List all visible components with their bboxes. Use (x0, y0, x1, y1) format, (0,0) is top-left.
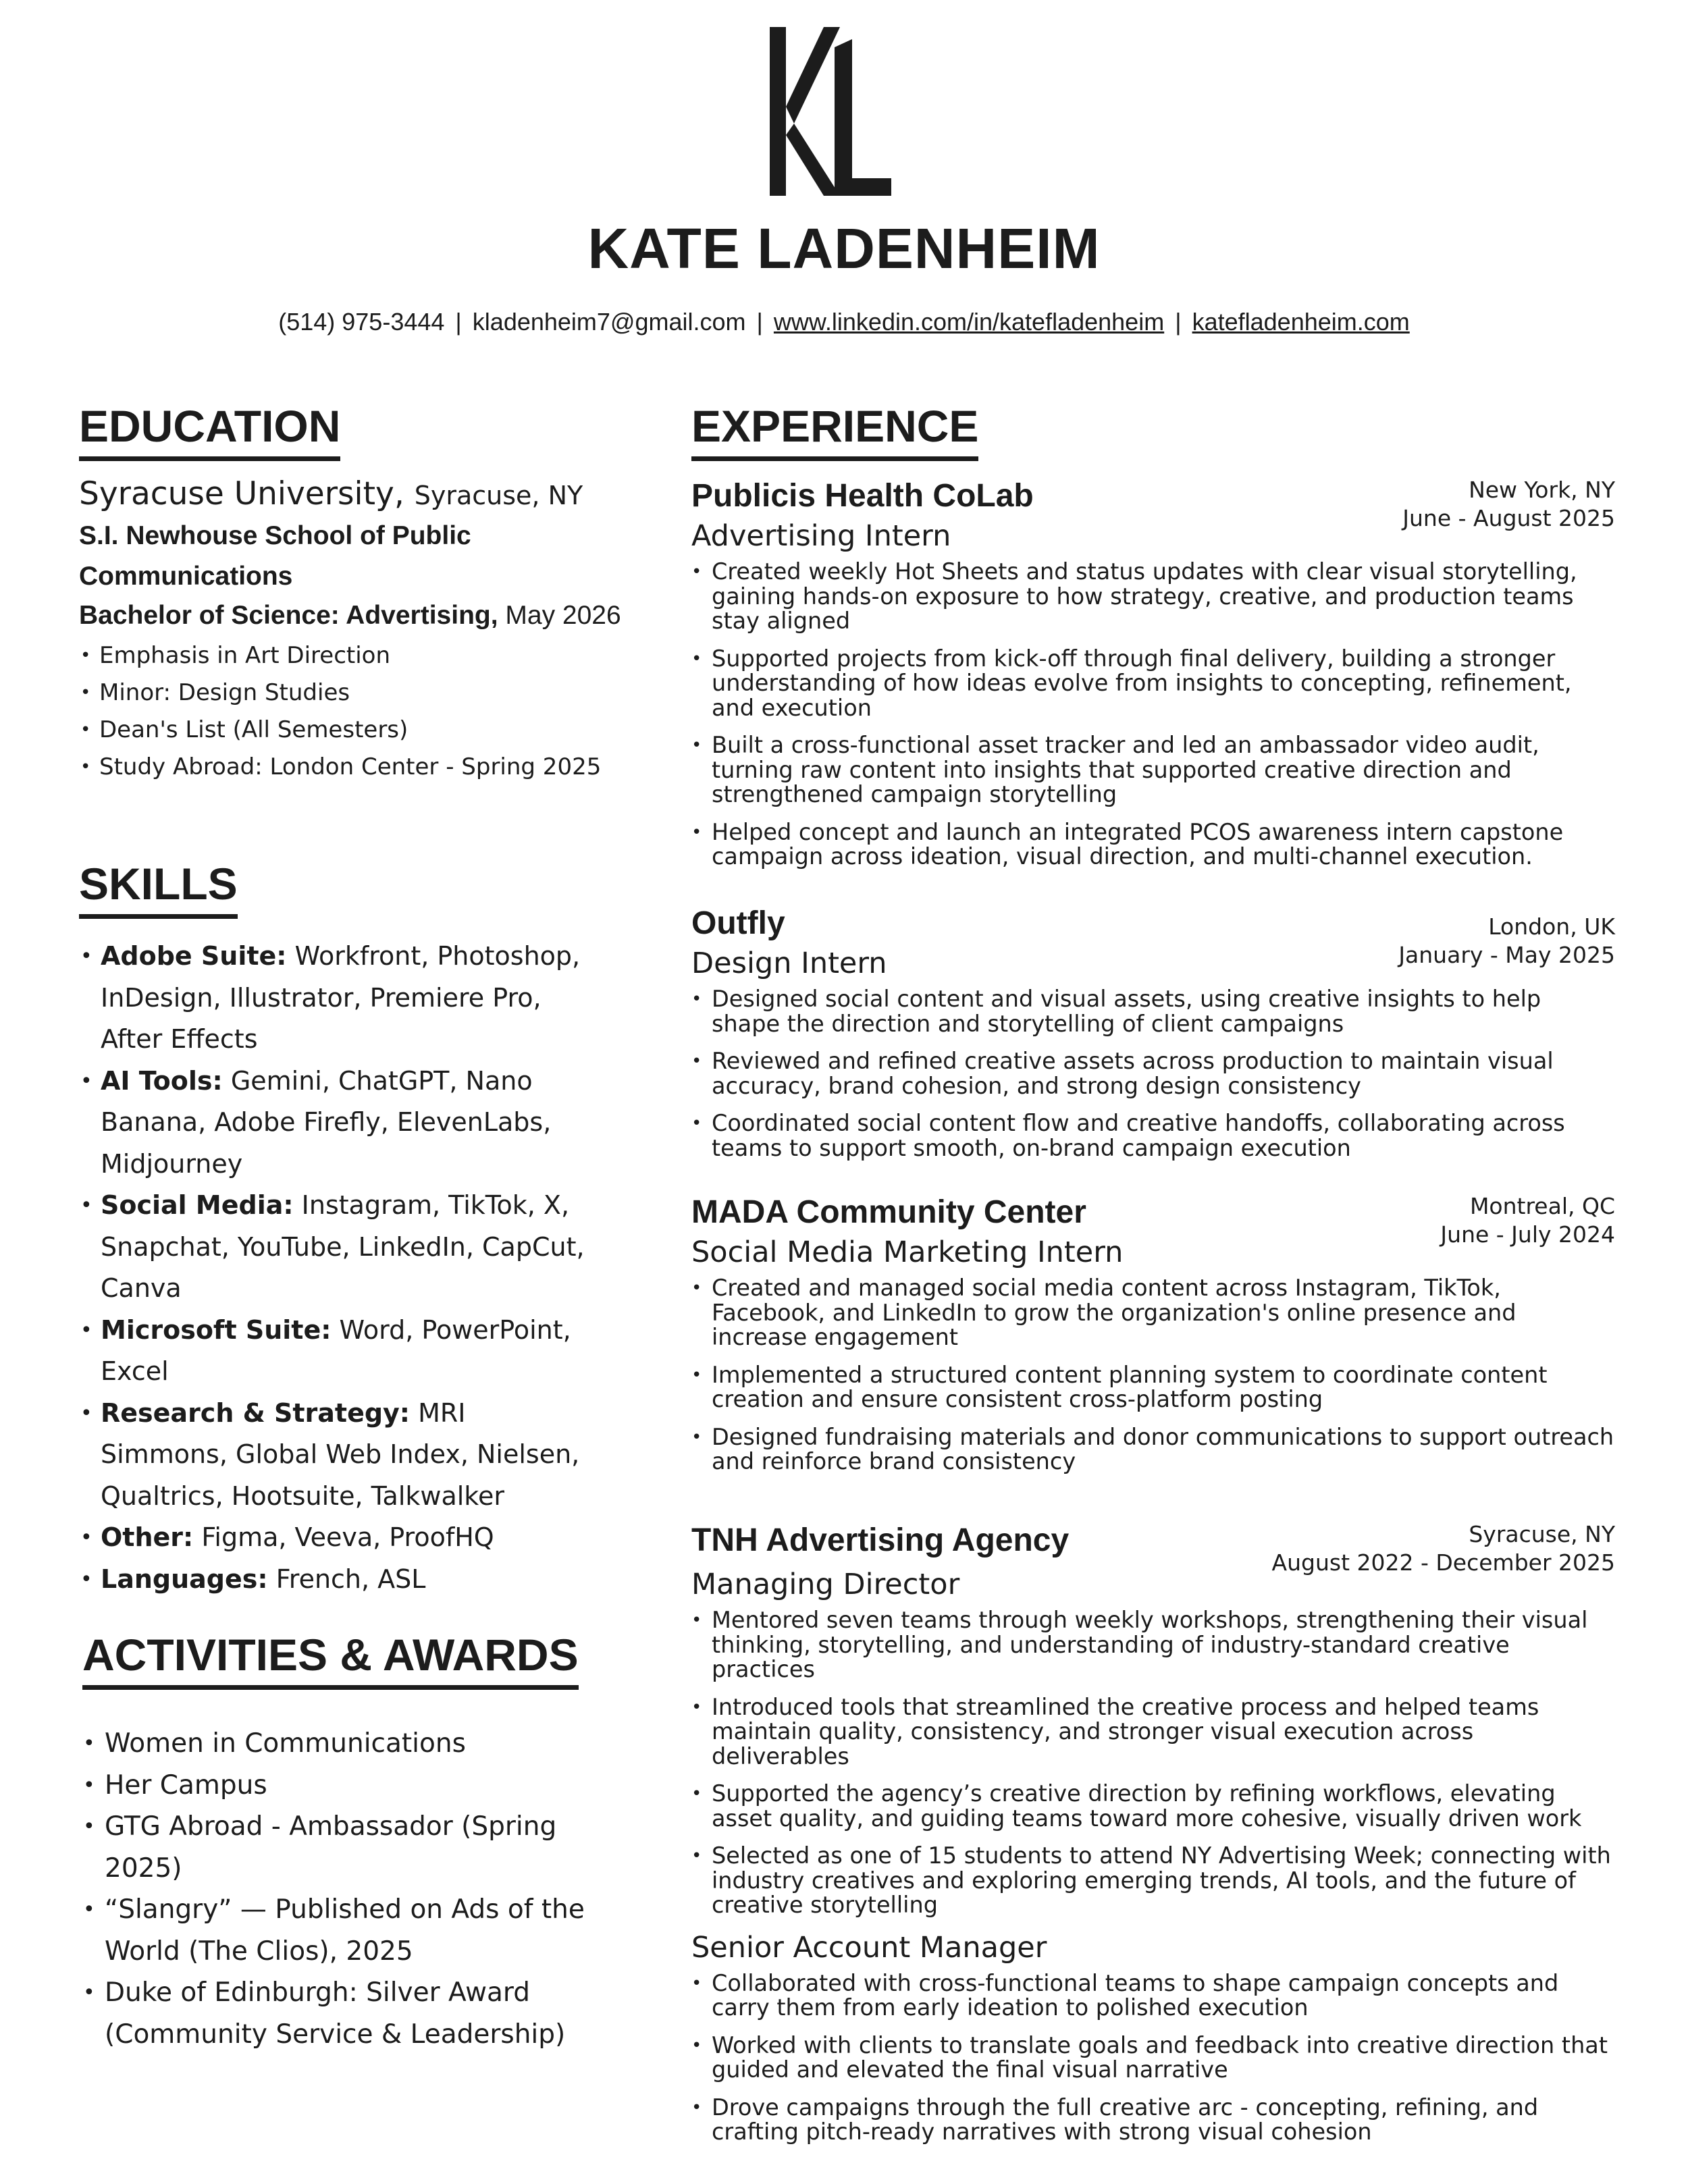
list-item: • Implemented a structured content planning system to coordinate content creation and ensure consistent cross-platform posting (691, 1363, 1615, 1412)
skills-section (79, 936, 592, 1600)
list-item: • Minor: Design Studies (79, 674, 660, 712)
job-bullets (691, 1276, 1615, 1474)
job-meta (1402, 476, 1615, 533)
list-item: • Created and managed social media content across Instagram, TikTok, Facebook, and LinkedIn to grow the organization's online presence and increase engagement (691, 1276, 1615, 1350)
education-heading: EDUCATION (79, 400, 340, 461)
skill-item: • Adobe Suite: Workfront, Photoshop, InDesign, Illustrator, Premiere Pro, After Effects (79, 936, 592, 1061)
list-item: • Duke of Edinburgh: Silver Award (Community Service & Leadership) (79, 1972, 606, 2055)
job-title-secondary: Senior Account Manager (691, 1930, 1047, 1965)
list-item: • Created weekly Hot Sheets and status updates with clear visual storytelling, gaining hands-on exposure to how strategy, creative, and production teams stay aligned (691, 560, 1615, 634)
skill-item: • Social Media: Instagram, TikTok, X, Snapchat, YouTube, LinkedIn, CapCut, Canva (79, 1185, 592, 1310)
job-meta (1398, 913, 1615, 969)
skills-heading: SKILLS (79, 857, 238, 919)
job-title: Advertising Intern (691, 519, 951, 553)
list-item: • Selected as one of 15 students to attend NY Advertising Week; connecting with industry creatives and exploring emerging trends, AI tools, and the future of creative storytelling (691, 1844, 1615, 1918)
job-meta (1440, 1192, 1615, 1249)
skill-item: • Research & Strategy: MRI Simmons, Global Web Index, Nielsen, Qualtrics, Hootsuite, Talkwalker (79, 1393, 592, 1518)
list-item: • Designed social content and visual assets, using creative insights to help shape the direction and storytelling of client campaigns (691, 987, 1615, 1036)
skills-list (79, 936, 592, 1600)
job-dates: June - August 2025 (1402, 505, 1615, 531)
website-link[interactable]: katefladenheim.com (1192, 308, 1410, 336)
list-item: • Designed fundraising materials and donor communications to support outreach and reinforce brand consistency (691, 1425, 1615, 1474)
list-item: • Reviewed and refined creative assets across production to maintain visual accuracy, brand cohesion, and strong design consistency (691, 1049, 1615, 1098)
education-details (79, 637, 660, 786)
company-name: Publicis Health CoLab (691, 478, 1034, 514)
degree (79, 597, 660, 635)
separator: | (1175, 308, 1182, 336)
list-item: • “Slangry” — Published on Ads of the World (The Clios), 2025 (79, 1889, 606, 1972)
skill-item: • Microsoft Suite: Word, PowerPoint, Excel (79, 1310, 592, 1393)
university (79, 474, 660, 516)
separator: | (756, 308, 763, 336)
phone-number: (514) 975-3444 (278, 308, 445, 336)
job-outfly (691, 903, 1615, 1173)
job-meta (1272, 1520, 1615, 1577)
kl-monogram-logo (770, 27, 891, 207)
list-item: • Coordinated social content flow and creative handoffs, collaborating across teams to support smooth, on-brand campaign execution (691, 1111, 1615, 1161)
list-item: • Dean's List (All Semesters) (79, 712, 660, 749)
job-bullets (691, 987, 1615, 1161)
list-item: • Drove campaigns through the full creative arc - concepting, refining, and crafting pitch-ready narratives with strong visual cohesion (691, 2096, 1615, 2145)
company-name: Outfly (691, 905, 785, 941)
university-location: Syracuse, NY (414, 481, 583, 510)
degree-name: Bachelor of Science: Advertising, (79, 601, 498, 630)
job-dates: August 2022 - December 2025 (1271, 1549, 1615, 1576)
list-item: • Supported the agency’s creative direction by refining workflows, elevating asset quality, and guiding teams toward more cohesive, visually driven work (691, 1782, 1615, 1831)
job-bullets (691, 560, 1615, 870)
separator: | (455, 308, 462, 336)
list-item: • Mentored seven teams through weekly workshops, strengthening their visual thinking, storytelling, and understanding of industry-standard creative practices (691, 1608, 1615, 1682)
list-item: • GTG Abroad - Ambassador (Spring 2025) (79, 1806, 606, 1889)
list-item: • Collaborated with cross-functional teams to shape campaign concepts and carry them from early ideation to polished execution (691, 1971, 1615, 2021)
degree-date: May 2026 (505, 601, 621, 630)
list-item: • Helped concept and launch an integrated PCOS awareness intern capstone campaign across ideation, visual direction, and multi-channel execution. (691, 820, 1615, 870)
skill-item: • AI Tools: Gemini, ChatGPT, Nano Banana, Adobe Firefly, ElevenLabs, Midjourney (79, 1061, 592, 1186)
job-title: Social Media Marketing Intern (691, 1235, 1124, 1269)
job-bullets-secondary (691, 1971, 1615, 2145)
job-title: Managing Director (691, 1568, 960, 1601)
job-title: Design Intern (691, 947, 887, 980)
job-location: Syracuse, NY (1469, 1521, 1615, 1547)
job-location: Montreal, QC (1469, 1193, 1615, 1219)
activities-section (79, 1723, 606, 2055)
list-item: • Introduced tools that streamlined the creative process and helped teams maintain quality, consistency, and stronger visual execution across deliverables (691, 1695, 1615, 1769)
candidate-name: KATE LADENHEIM (587, 217, 1101, 280)
activities-heading: ACTIVITIES & AWARDS (82, 1628, 579, 1690)
skill-item: • Languages: French, ASL (79, 1559, 592, 1601)
company-name: MADA Community Center (691, 1194, 1086, 1230)
school-name: S.I. Newhouse School of Public Communications (79, 521, 471, 591)
job-tnh (691, 1520, 1615, 2158)
university-name: Syracuse University, (79, 475, 404, 512)
job-location: New York, NY (1469, 477, 1615, 503)
contact-line (0, 307, 1688, 338)
list-item: • Worked with clients to translate goals and feedback into creative direction that guided and elevated the final visual narrative (691, 2033, 1615, 2083)
list-item: • Supported projects from kick-off through final delivery, building a stronger understanding of how ideas evolve from insights to concepting, refinement, and execution (691, 647, 1615, 721)
list-item: • Emphasis in Art Direction (79, 637, 660, 674)
job-dates: June - July 2024 (1440, 1221, 1615, 1248)
list-item: • Built a cross-functional asset tracker and led an ambassador video audit, turning raw content into insights that supported creative direction and strengthened campaign storytelling (691, 733, 1615, 807)
job-dates: January - May 2025 (1398, 942, 1615, 968)
linkedin-link[interactable]: www.linkedin.com/in/katefladenheim (773, 308, 1165, 336)
list-item: • Study Abroad: London Center - Spring 2025 (79, 749, 660, 786)
job-bullets (691, 1608, 1615, 1918)
experience-heading: EXPERIENCE (691, 400, 978, 461)
list-item: • Her Campus (79, 1765, 606, 1807)
education-section (79, 474, 660, 786)
email-address: kladenheim7@gmail.com (472, 308, 746, 336)
activities-list (79, 1723, 606, 2055)
skill-item: • Other: Figma, Veeva, ProofHQ (79, 1517, 592, 1559)
job-mada (691, 1192, 1615, 1487)
company-name: TNH Advertising Agency (691, 1522, 1070, 1558)
job-publicis (691, 476, 1615, 882)
job-location: London, UK (1488, 913, 1615, 940)
list-item: • Women in Communications (79, 1723, 606, 1765)
